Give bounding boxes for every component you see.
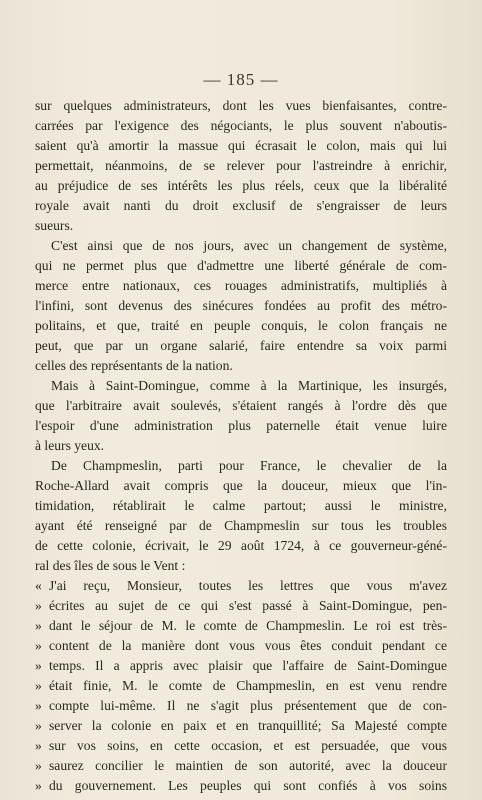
text-line: Roche-Allard avait compris que la douceur, mieux que l'in- — [35, 478, 447, 493]
text-line: que l'arbitraire avait soulevés, s'étaient rangés à l'ordre dès que — [35, 398, 447, 413]
quote-line — [35, 776, 447, 796]
quote-text: content de la manière dont vous vous êtes conduit pendant ce — [49, 638, 447, 653]
text-line: carrées par l'exigence des négociants, le plus souvent n'aboutis- — [35, 118, 447, 133]
text-line: Mais à Saint-Domingue, comme à la Martinique, les insurgés, — [51, 378, 447, 393]
text-line: sueurs. — [35, 218, 74, 233]
quote-line — [35, 676, 447, 696]
quote-mark: » — [35, 638, 42, 653]
quote-mark: » — [35, 618, 42, 633]
text-line: timidation, rétablirait le calme partout; aussi le ministre, — [35, 498, 447, 513]
quote-mark: » — [35, 758, 42, 773]
quote-text: écrites au sujet de ce qui s'est passé à Saint-Domingue, pen- — [49, 598, 447, 613]
page-number: — 185 — — [203, 70, 279, 89]
quote-line — [35, 736, 447, 756]
quote-mark: » — [35, 698, 42, 713]
quote-mark: « — [35, 578, 42, 593]
quote-line — [35, 636, 447, 656]
quote-line — [35, 616, 447, 636]
quote-line — [35, 716, 447, 736]
quote-text: saurez concilier le maintien de son autorité, avec la douceur — [49, 758, 447, 773]
body-text — [35, 96, 447, 796]
quote-line — [35, 696, 447, 716]
quote-mark: » — [35, 778, 42, 793]
quote-text: sur vos soins, en cette occasion, et est persuadée, que vous — [49, 738, 447, 753]
text-line: ayant été renseigné par de Champmeslin sur tous les troubles — [35, 518, 447, 533]
quote-line — [35, 756, 447, 776]
quote-line — [35, 596, 447, 616]
text-line: qui ne permet plus que d'admettre une liberté générale de com- — [35, 258, 447, 273]
text-line: de cette colonie, écrivait, le 29 août 1724, à ce gouverneur-géné- — [35, 538, 447, 553]
quote-text: temps. Il a appris avec plaisir que l'affaire de Saint-Domingue — [49, 658, 447, 673]
text-line: saient qu'à amortir la massue qui écrasait le colon, mais qui lui — [35, 138, 447, 153]
quote-text: était finie, M. le comte de Champmeslin, en est venu rendre — [49, 678, 447, 693]
text-line: royale avait nanti du droit exclusif de s'engraisser de leurs — [35, 198, 447, 213]
quote-mark: » — [35, 658, 42, 673]
quote-text: dant le séjour de M. le comte de Champmeslin. Le roi est très- — [49, 618, 447, 633]
quote-line — [35, 656, 447, 676]
quote-text: J'ai reçu, Monsieur, toutes les lettres que vous m'avez — [49, 578, 447, 593]
text-line: l'infini, sont devenus des sinécures fondées au profit des métro- — [35, 298, 447, 313]
quote-line — [35, 576, 447, 596]
quote-mark: » — [35, 718, 42, 733]
quote-text: du gouvernement. Les peuples qui sont confiés à vos soins — [49, 778, 447, 793]
quote-mark: » — [35, 678, 42, 693]
quote-text: server la colonie en paix et en tranquillité; Sa Majesté compte — [49, 718, 447, 733]
text-line: peut, que par un organe salarié, faire entendre sa voix parmi — [35, 338, 447, 353]
quote-mark: » — [35, 598, 42, 613]
text-line: merce entre nationaux, ces rouages administratifs, multipliés à — [35, 278, 447, 293]
text-line: ral des îles de sous le Vent : — [35, 558, 186, 573]
quote-text: compte lui-même. Il ne s'agit plus présentement que de con- — [49, 698, 447, 713]
text-line: permettait, néanmoins, de se relever pour l'astreindre à enrichir, — [35, 158, 447, 173]
text-line: sur quelques administrateurs, dont les vues bienfaisantes, contre- — [35, 98, 447, 113]
text-line: celles des représentants de la nation. — [35, 358, 233, 373]
text-line: politains, et que, traité en peuple conquis, le colon français ne — [35, 318, 447, 333]
quote-mark: » — [35, 738, 42, 753]
text-line: à leurs yeux. — [35, 438, 105, 453]
text-line: au préjudice de ses intérêts les plus réels, ceux que la libéralité — [35, 178, 447, 193]
text-line: l'espoir d'une administration plus paternelle était venue luire — [35, 418, 447, 433]
text-line: C'est ainsi que de nos jours, avec un changement de système, — [51, 238, 447, 253]
text-line: De Champmeslin, parti pour France, le chevalier de la — [51, 458, 447, 473]
